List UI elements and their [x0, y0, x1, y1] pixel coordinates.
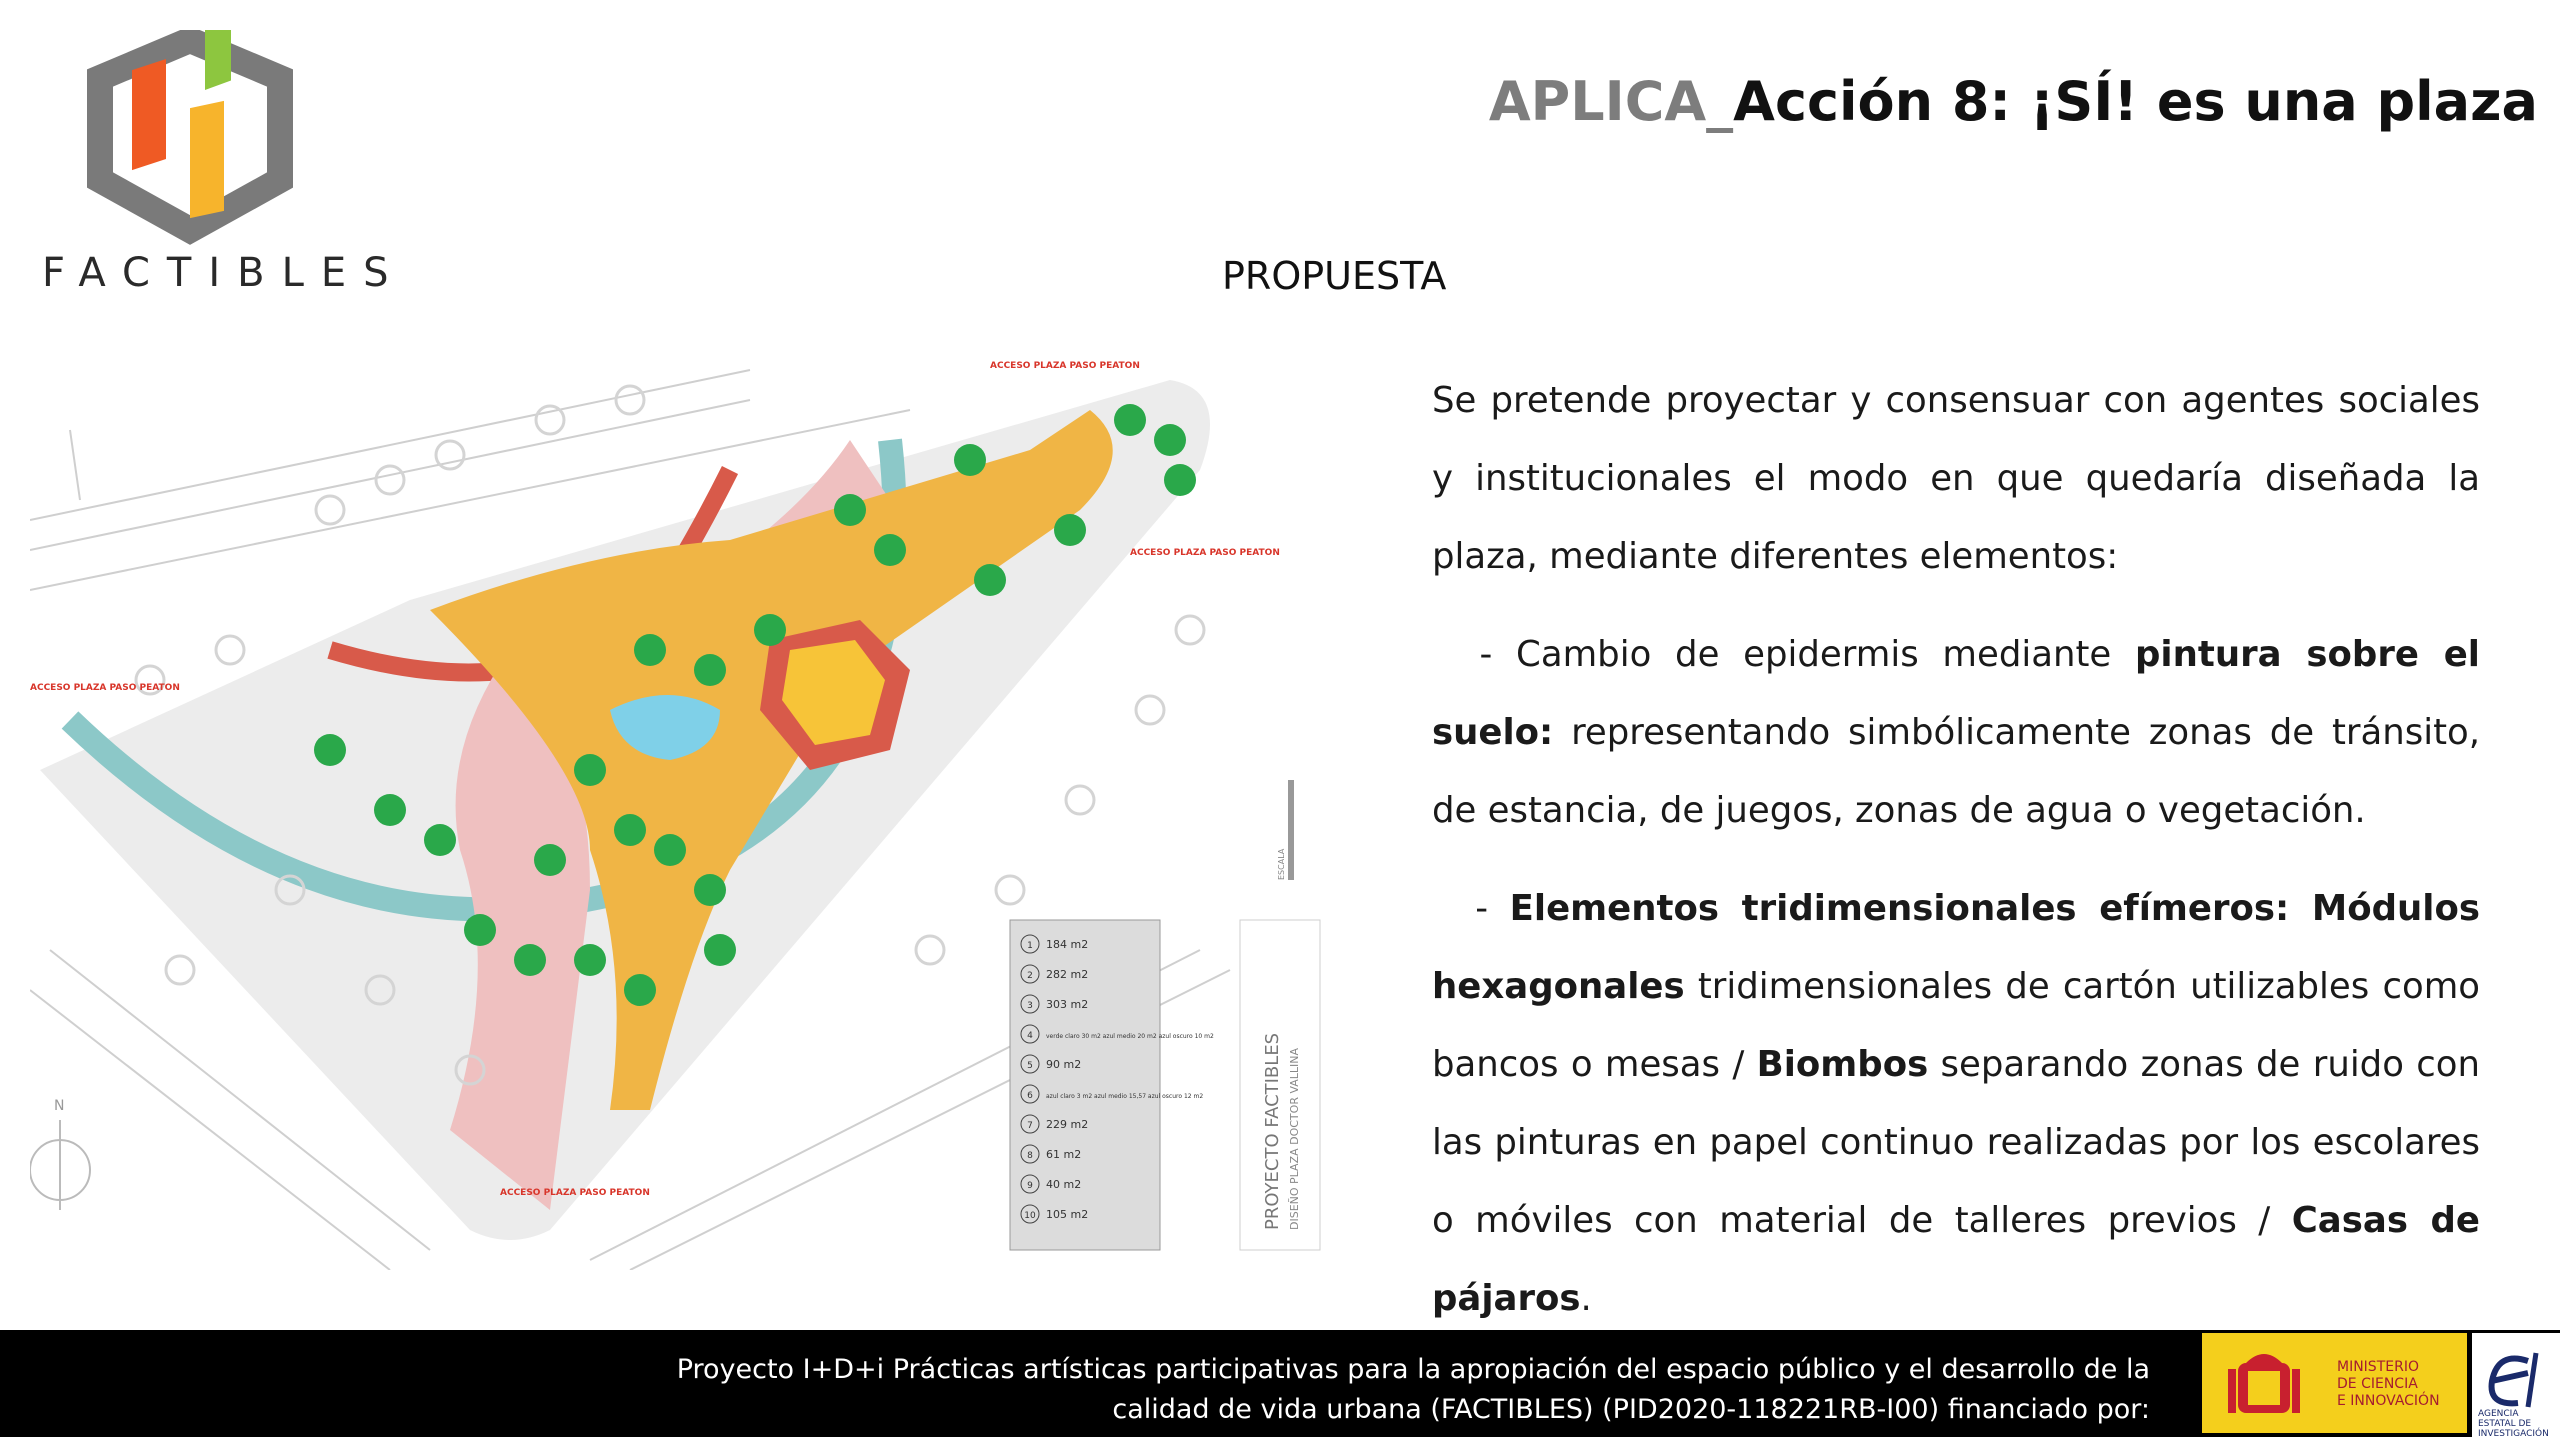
legend-number: 9 [1027, 1181, 1033, 1191]
scale-bar [1288, 780, 1294, 880]
legend-number: 4 [1027, 1031, 1033, 1041]
legend-area: azul claro 3 m2 azul medio 15,57 azul oscuro 12 m2 [1046, 1093, 1204, 1100]
access-label-1: ACCESO PLAZA PASO PEATON [990, 361, 1140, 371]
ministry-logo [2202, 1333, 2467, 1433]
access-label-2: ACCESO PLAZA PASO PEATON [1130, 548, 1280, 558]
north-label: N [54, 1098, 65, 1114]
p2-text: - Cambio de epidermis mediante [1479, 634, 2136, 675]
p3-dash: - [1475, 888, 1510, 929]
title-prefix: APLICA_ [1488, 70, 1734, 133]
p2-bold: pintura sobre el suelo: [1432, 634, 2480, 753]
legend-area: 105 m2 [1046, 1208, 1089, 1221]
legend-area: 61 m2 [1046, 1148, 1082, 1161]
legend-number: 5 [1027, 1061, 1033, 1071]
agency-logo [2472, 1333, 2560, 1437]
paragraph-3 [1432, 870, 2480, 1338]
access-label-4: ACCESO PLAZA PASO PEATON [500, 1188, 650, 1198]
coat-of-arms-icon [2226, 1345, 2302, 1423]
agency-line-1: AGENCIA [2478, 1409, 2519, 1419]
footer-line-2: calidad de vida urbana (FACTIBLES) (PID2020-118221RB-I00) financiado por: [1112, 1394, 2150, 1425]
title-main: Acción 8: ¡SÍ! es una plaza [1733, 70, 2538, 133]
paragraph-1: Se pretende proyectar y consensuar con agentes sociales y institucionales el modo en que quedaría diseñada la plaza, mediante diferentes elementos: [1432, 380, 2480, 577]
agency-e-icon [2478, 1351, 2548, 1411]
logo-green-bar [205, 30, 231, 90]
legend-number: 10 [1024, 1211, 1036, 1221]
project-label-1: PROYECTO FACTIBLES [1262, 1032, 1283, 1230]
legend-area: 90 m2 [1046, 1058, 1082, 1071]
p3-bold-1: Elementos tridimensionales efímeros: Módulos hexagonales [1432, 888, 2480, 1007]
p3-text-1: tridimensionales de cartón utilizables como bancos o mesas / [1432, 966, 2480, 1085]
legend-number: 3 [1027, 1001, 1033, 1011]
footer-line-1: Proyecto I+D+i Prácticas artísticas participativas para la apropiación del espacio público y el desarrollo de la [676, 1354, 2150, 1385]
legend-number: 1 [1027, 941, 1033, 951]
agency-line-3: INVESTIGACIÓN [2478, 1429, 2549, 1439]
ministry-line-1: MINISTERIO [2337, 1359, 2419, 1375]
logo-yellow-bar [190, 101, 224, 218]
footer-text [550, 1350, 2150, 1430]
scale-label: ESCALA [1277, 848, 1286, 880]
legend-area: 229 m2 [1046, 1118, 1089, 1131]
p2-text-2: representando simbólicamente zonas de tránsito, de estancia, de juegos, zonas de agua o vegetación. [1432, 712, 2480, 831]
legend-area: 282 m2 [1046, 968, 1089, 981]
agency-text [2478, 1409, 2549, 1439]
legend-area: 40 m2 [1046, 1178, 1082, 1191]
footer-bar [0, 1330, 2560, 1437]
p3-bold-3: Casas de pájaros [1432, 1200, 2481, 1319]
project-label-2: DISEÑO PLAZA DOCTOR VALLINA [1288, 1047, 1301, 1230]
paragraph-2 [1432, 616, 2480, 850]
access-label-3: ACCESO PLAZA PASO PEATON [30, 683, 180, 693]
p3-text-2: separando zonas de ruido con las pinturas en papel continuo realizadas por los escolares o móviles con material de talleres previos / [1432, 1044, 2480, 1241]
body-text [1432, 362, 2480, 1358]
north-arrow [30, 1120, 90, 1210]
legend-number: 6 [1027, 1091, 1033, 1101]
ministry-line-3: E INNOVACIÓN [2337, 1393, 2440, 1409]
ministry-line-2: DE CIENCIA [2337, 1376, 2418, 1392]
legend-area: 184 m2 [1046, 938, 1089, 951]
section-label: PROPUESTA [1222, 254, 1447, 298]
legend-number: 2 [1027, 971, 1033, 981]
slide-title [1489, 70, 2538, 133]
legend-area: 303 m2 [1046, 998, 1089, 1011]
legend-number: 8 [1027, 1151, 1033, 1161]
agency-line-2: ESTATAL DE [2478, 1419, 2532, 1429]
logo-orange-bar [132, 59, 166, 170]
p3-end: . [1580, 1278, 1592, 1319]
legend-area: verde claro 30 m2 azul medio 20 m2 azul oscuro 10 m2 [1046, 1033, 1214, 1040]
ministry-text [2337, 1359, 2440, 1410]
logo-wordmark: FACTIBLES [42, 250, 406, 296]
plaza-plan [30, 350, 1330, 1270]
legend-number: 7 [1027, 1121, 1033, 1131]
p3-bold-2: Biombos [1756, 1044, 1929, 1085]
